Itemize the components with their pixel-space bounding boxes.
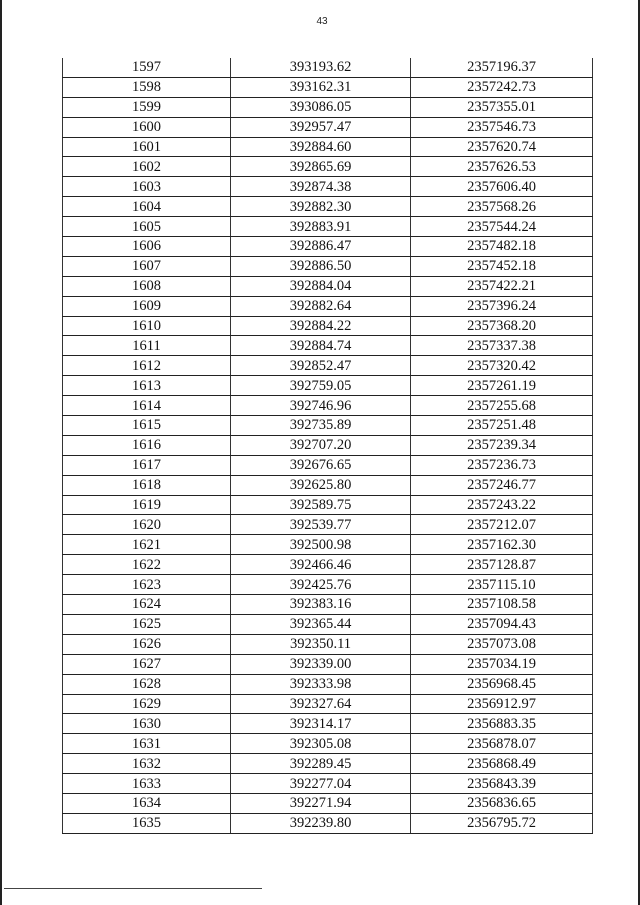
y-coordinate-cell: 2357626.53	[411, 157, 593, 177]
x-coordinate-cell: 392383.16	[231, 595, 411, 615]
table-row	[63, 396, 593, 416]
table-row	[63, 535, 593, 555]
y-coordinate-cell: 2357108.58	[411, 595, 593, 615]
x-coordinate-cell: 392500.98	[231, 535, 411, 555]
x-coordinate-cell: 392886.50	[231, 256, 411, 276]
point-number-cell: 1609	[63, 296, 231, 316]
x-coordinate-cell: 392957.47	[231, 117, 411, 137]
x-coordinate-cell: 392884.74	[231, 336, 411, 356]
table-row	[63, 316, 593, 336]
x-coordinate-cell: 393193.62	[231, 58, 411, 77]
y-coordinate-cell: 2357251.48	[411, 416, 593, 436]
table-row	[63, 714, 593, 734]
table-row	[63, 137, 593, 157]
x-coordinate-cell: 392884.22	[231, 316, 411, 336]
point-number-cell: 1621	[63, 535, 231, 555]
y-coordinate-cell: 2357452.18	[411, 256, 593, 276]
footer-divider	[4, 888, 262, 889]
point-number-cell: 1625	[63, 614, 231, 634]
y-coordinate-cell: 2357368.20	[411, 316, 593, 336]
y-coordinate-cell: 2357422.21	[411, 276, 593, 296]
x-coordinate-cell: 392327.64	[231, 694, 411, 714]
y-coordinate-cell: 2357544.24	[411, 217, 593, 237]
table-row	[63, 97, 593, 117]
x-coordinate-cell: 392277.04	[231, 774, 411, 794]
point-number-cell: 1601	[63, 137, 231, 157]
point-number-cell: 1626	[63, 634, 231, 654]
point-number-cell: 1619	[63, 495, 231, 515]
x-coordinate-cell: 392882.64	[231, 296, 411, 316]
point-number-cell: 1632	[63, 754, 231, 774]
point-number-cell: 1611	[63, 336, 231, 356]
x-coordinate-cell: 392746.96	[231, 396, 411, 416]
y-coordinate-cell: 2357568.26	[411, 197, 593, 217]
x-coordinate-cell: 392676.65	[231, 455, 411, 475]
table-row	[63, 256, 593, 276]
y-coordinate-cell: 2357196.37	[411, 58, 593, 77]
table-row	[63, 356, 593, 376]
table-row	[63, 77, 593, 97]
point-number-cell: 1600	[63, 117, 231, 137]
point-number-cell: 1616	[63, 435, 231, 455]
y-coordinate-cell: 2357546.73	[411, 117, 593, 137]
coordinates-table-body	[63, 58, 593, 833]
table-row	[63, 734, 593, 754]
point-number-cell: 1613	[63, 376, 231, 396]
table-row	[63, 515, 593, 535]
x-coordinate-cell: 392466.46	[231, 555, 411, 575]
point-number-cell: 1610	[63, 316, 231, 336]
point-number-cell: 1602	[63, 157, 231, 177]
table-row	[63, 435, 593, 455]
y-coordinate-cell: 2356836.65	[411, 793, 593, 813]
table-row	[63, 276, 593, 296]
page-number: 43	[316, 16, 328, 27]
table-row	[63, 117, 593, 137]
point-number-cell: 1599	[63, 97, 231, 117]
y-coordinate-cell: 2356912.97	[411, 694, 593, 714]
y-coordinate-cell: 2356883.35	[411, 714, 593, 734]
x-coordinate-cell: 392425.76	[231, 575, 411, 595]
x-coordinate-cell: 392884.60	[231, 137, 411, 157]
table-row	[63, 336, 593, 356]
point-number-cell: 1635	[63, 813, 231, 833]
y-coordinate-cell: 2357482.18	[411, 237, 593, 257]
y-coordinate-cell: 2356868.49	[411, 754, 593, 774]
table-row	[63, 575, 593, 595]
table-row	[63, 58, 593, 77]
point-number-cell: 1630	[63, 714, 231, 734]
x-coordinate-cell: 392886.47	[231, 237, 411, 257]
table-row	[63, 674, 593, 694]
y-coordinate-cell: 2356968.45	[411, 674, 593, 694]
point-number-cell: 1620	[63, 515, 231, 535]
table-row	[63, 614, 593, 634]
point-number-cell: 1628	[63, 674, 231, 694]
y-coordinate-cell: 2357246.77	[411, 475, 593, 495]
y-coordinate-cell: 2357128.87	[411, 555, 593, 575]
y-coordinate-cell: 2357261.19	[411, 376, 593, 396]
point-number-cell: 1605	[63, 217, 231, 237]
table-row	[63, 694, 593, 714]
x-coordinate-cell: 393086.05	[231, 97, 411, 117]
x-coordinate-cell: 393162.31	[231, 77, 411, 97]
x-coordinate-cell: 392707.20	[231, 435, 411, 455]
y-coordinate-cell: 2357212.07	[411, 515, 593, 535]
y-coordinate-cell: 2356795.72	[411, 813, 593, 833]
point-number-cell: 1631	[63, 734, 231, 754]
table-row	[63, 475, 593, 495]
point-number-cell: 1623	[63, 575, 231, 595]
coordinates-table	[62, 58, 593, 834]
x-coordinate-cell: 392305.08	[231, 734, 411, 754]
table-row	[63, 634, 593, 654]
point-number-cell: 1597	[63, 58, 231, 77]
point-number-cell: 1614	[63, 396, 231, 416]
point-number-cell: 1629	[63, 694, 231, 714]
table-row	[63, 237, 593, 257]
y-coordinate-cell: 2357255.68	[411, 396, 593, 416]
table-row	[63, 157, 593, 177]
table-row	[63, 495, 593, 515]
x-coordinate-cell: 392289.45	[231, 754, 411, 774]
table-row	[63, 595, 593, 615]
point-number-cell: 1612	[63, 356, 231, 376]
x-coordinate-cell: 392882.30	[231, 197, 411, 217]
table-row	[63, 774, 593, 794]
point-number-cell: 1624	[63, 595, 231, 615]
y-coordinate-cell: 2356843.39	[411, 774, 593, 794]
x-coordinate-cell: 392865.69	[231, 157, 411, 177]
x-coordinate-cell: 392759.05	[231, 376, 411, 396]
table-row	[63, 813, 593, 833]
x-coordinate-cell: 392735.89	[231, 416, 411, 436]
x-coordinate-cell: 392314.17	[231, 714, 411, 734]
point-number-cell: 1622	[63, 555, 231, 575]
point-number-cell: 1607	[63, 256, 231, 276]
x-coordinate-cell: 392539.77	[231, 515, 411, 535]
point-number-cell: 1618	[63, 475, 231, 495]
y-coordinate-cell: 2357073.08	[411, 634, 593, 654]
y-coordinate-cell: 2357320.42	[411, 356, 593, 376]
y-coordinate-cell: 2357620.74	[411, 137, 593, 157]
y-coordinate-cell: 2357236.73	[411, 455, 593, 475]
point-number-cell: 1604	[63, 197, 231, 217]
point-number-cell: 1627	[63, 654, 231, 674]
point-number-cell: 1603	[63, 177, 231, 197]
y-coordinate-cell: 2356878.07	[411, 734, 593, 754]
y-coordinate-cell: 2357396.24	[411, 296, 593, 316]
table-row	[63, 654, 593, 674]
x-coordinate-cell: 392589.75	[231, 495, 411, 515]
x-coordinate-cell: 392852.47	[231, 356, 411, 376]
x-coordinate-cell: 392874.38	[231, 177, 411, 197]
y-coordinate-cell: 2357094.43	[411, 614, 593, 634]
table-row	[63, 416, 593, 436]
x-coordinate-cell: 392350.11	[231, 634, 411, 654]
y-coordinate-cell: 2357034.19	[411, 654, 593, 674]
table-row	[63, 555, 593, 575]
y-coordinate-cell: 2357162.30	[411, 535, 593, 555]
x-coordinate-cell: 392365.44	[231, 614, 411, 634]
table-row	[63, 197, 593, 217]
x-coordinate-cell: 392339.00	[231, 654, 411, 674]
table-row	[63, 754, 593, 774]
y-coordinate-cell: 2357606.40	[411, 177, 593, 197]
point-number-cell: 1634	[63, 793, 231, 813]
y-coordinate-cell: 2357337.38	[411, 336, 593, 356]
y-coordinate-cell: 2357243.22	[411, 495, 593, 515]
x-coordinate-cell: 392239.80	[231, 813, 411, 833]
point-number-cell: 1633	[63, 774, 231, 794]
point-number-cell: 1608	[63, 276, 231, 296]
table-row	[63, 455, 593, 475]
x-coordinate-cell: 392333.98	[231, 674, 411, 694]
table-row	[63, 793, 593, 813]
x-coordinate-cell: 392625.80	[231, 475, 411, 495]
point-number-cell: 1615	[63, 416, 231, 436]
y-coordinate-cell: 2357242.73	[411, 77, 593, 97]
x-coordinate-cell: 392271.94	[231, 793, 411, 813]
point-number-cell: 1606	[63, 237, 231, 257]
table-row	[63, 376, 593, 396]
table-row	[63, 296, 593, 316]
point-number-cell: 1598	[63, 77, 231, 97]
table-row	[63, 177, 593, 197]
y-coordinate-cell: 2357239.34	[411, 435, 593, 455]
table-row	[63, 217, 593, 237]
x-coordinate-cell: 392884.04	[231, 276, 411, 296]
point-number-cell: 1617	[63, 455, 231, 475]
x-coordinate-cell: 392883.91	[231, 217, 411, 237]
y-coordinate-cell: 2357115.10	[411, 575, 593, 595]
y-coordinate-cell: 2357355.01	[411, 97, 593, 117]
